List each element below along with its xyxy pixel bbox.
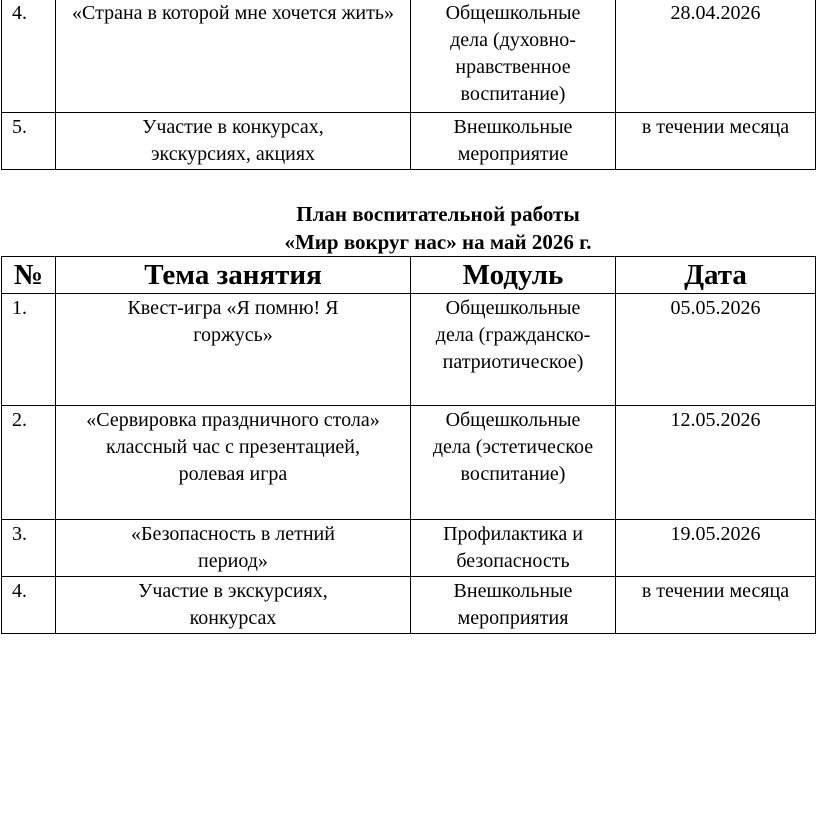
row-number: 4. — [2, 577, 56, 634]
row-number: 3. — [2, 520, 56, 577]
table-row — [2, 577, 816, 634]
header-topic: Тема занятия — [56, 257, 411, 294]
april-plan-table — [1, 0, 816, 170]
row-number: 5. — [2, 113, 56, 170]
row-date: в течении месяца — [616, 113, 816, 170]
row-topic: «Страна в которой мне хочется жить» — [56, 0, 411, 113]
header-row — [2, 257, 816, 294]
table-row — [2, 0, 816, 113]
row-date: 05.05.2026 — [616, 294, 816, 406]
row-number: 4. — [2, 0, 56, 113]
row-date: 28.04.2026 — [616, 0, 816, 113]
header-number: № — [2, 257, 56, 294]
row-date: в течении месяца — [616, 577, 816, 634]
row-topic: Участие в экскурсиях, конкурсах — [56, 577, 411, 634]
title-line-1: План воспитательной работы — [296, 202, 580, 226]
row-topic: «Сервировка праздничного стола» классный час с презентацией, ролевая игра — [56, 406, 411, 520]
page-title — [0, 200, 816, 256]
row-topic: Квест-игра «Я помню! Я горжусь» — [56, 294, 411, 406]
row-number: 1. — [2, 294, 56, 406]
row-module: Профилактика и безопасность — [411, 520, 616, 577]
row-date: 12.05.2026 — [616, 406, 816, 520]
row-number: 2. — [2, 406, 56, 520]
row-module: Общешкольные дела (эстетическое воспитание) — [411, 406, 616, 520]
table-row — [2, 520, 816, 577]
header-module: Модуль — [411, 257, 616, 294]
row-topic: Участие в конкурсах, экскурсиях, акциях — [56, 113, 411, 170]
may-plan-table — [1, 256, 816, 634]
table-row — [2, 113, 816, 170]
row-module: Внешкольные мероприятия — [411, 577, 616, 634]
row-date: 19.05.2026 — [616, 520, 816, 577]
row-module: Общешкольные дела (гражданско-патриотическое) — [411, 294, 616, 406]
title-line-2: «Мир вокруг нас» на май 2026 г. — [284, 230, 592, 254]
row-topic: «Безопасность в летний период» — [56, 520, 411, 577]
row-module: Внешкольные мероприятие — [411, 113, 616, 170]
row-module: Общешкольные дела (духовно-нравственное воспитание) — [411, 0, 616, 113]
table-row — [2, 406, 816, 520]
table-row — [2, 294, 816, 406]
header-date: Дата — [616, 257, 816, 294]
